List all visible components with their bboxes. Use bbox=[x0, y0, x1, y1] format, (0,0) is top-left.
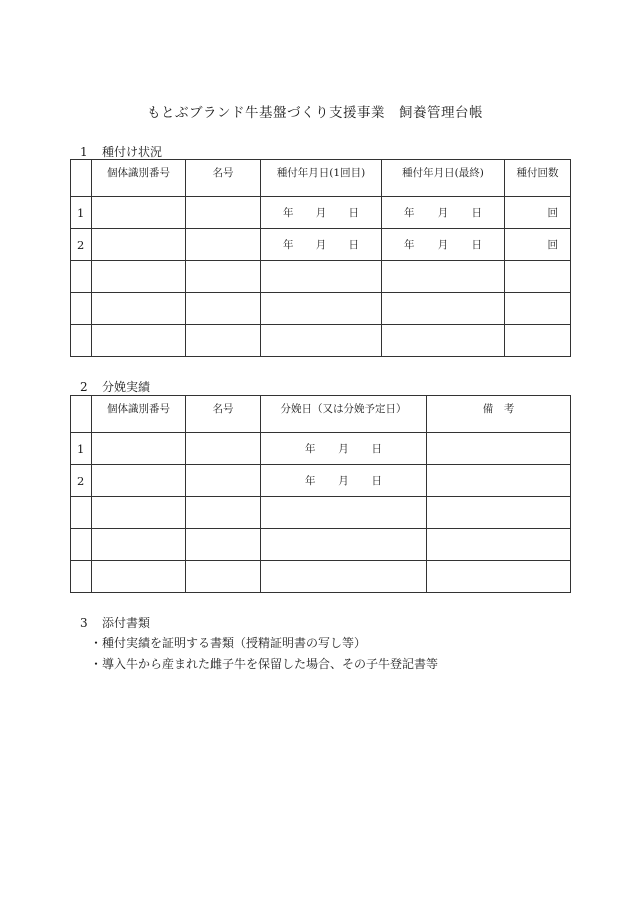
last-date-cell[interactable] bbox=[382, 197, 505, 229]
col-header-id: 個体識別番号 bbox=[92, 160, 186, 197]
last-date-cell[interactable] bbox=[382, 229, 505, 261]
breeding-status-table bbox=[70, 159, 571, 357]
name-cell[interactable] bbox=[186, 261, 261, 293]
section-1-heading bbox=[80, 143, 162, 160]
row-number: 1 bbox=[71, 433, 92, 465]
table-row bbox=[71, 229, 571, 261]
name-cell[interactable] bbox=[186, 529, 261, 561]
row-number: 2 bbox=[71, 229, 92, 261]
row-number bbox=[71, 325, 92, 357]
year-label: 年 bbox=[404, 207, 415, 219]
col-header-name: 名号 bbox=[186, 160, 261, 197]
section-1-number: 1 bbox=[80, 145, 88, 159]
row-number bbox=[71, 261, 92, 293]
section-1-title: 種付け状況 bbox=[102, 145, 163, 159]
calving-date-cell[interactable] bbox=[261, 465, 427, 497]
month-label: 月 bbox=[437, 239, 449, 251]
name-cell[interactable] bbox=[186, 325, 261, 357]
count-cell[interactable] bbox=[505, 293, 571, 325]
row-number: 1 bbox=[71, 197, 92, 229]
col-header-no bbox=[71, 160, 92, 197]
last-date-cell[interactable] bbox=[382, 325, 505, 357]
first-date-cell[interactable] bbox=[261, 197, 382, 229]
id-cell[interactable] bbox=[92, 325, 186, 357]
first-date-cell[interactable] bbox=[261, 325, 382, 357]
first-date-cell[interactable] bbox=[261, 229, 382, 261]
id-cell[interactable] bbox=[92, 293, 186, 325]
month-label: 月 bbox=[338, 443, 349, 455]
col-header-remarks: 備 考 bbox=[427, 396, 571, 433]
id-cell[interactable] bbox=[92, 465, 186, 497]
day-label: 日 bbox=[371, 443, 382, 455]
name-cell[interactable] bbox=[186, 497, 261, 529]
name-cell[interactable] bbox=[186, 293, 261, 325]
day-label: 日 bbox=[471, 239, 482, 251]
day-label: 日 bbox=[371, 475, 382, 487]
count-cell[interactable]: 回 bbox=[505, 229, 571, 261]
last-date-cell[interactable] bbox=[382, 293, 505, 325]
year-label: 年 bbox=[283, 239, 294, 251]
day-label: 日 bbox=[471, 207, 482, 219]
id-cell[interactable] bbox=[92, 497, 186, 529]
attachment-item: ・導入牛から産まれた雌子牛を保留した場合、その子牛登記書等 bbox=[90, 657, 439, 671]
table-row bbox=[71, 465, 571, 497]
table-row bbox=[71, 261, 571, 293]
month-label: 月 bbox=[315, 239, 327, 251]
count-cell[interactable] bbox=[505, 325, 571, 357]
id-cell[interactable] bbox=[92, 197, 186, 229]
table-header-row bbox=[71, 396, 571, 433]
month-label: 月 bbox=[437, 207, 449, 219]
last-date-cell[interactable] bbox=[382, 261, 505, 293]
row-number bbox=[71, 561, 92, 593]
table-row bbox=[71, 197, 571, 229]
section-3-title: 添付書類 bbox=[102, 616, 151, 630]
attachment-item: ・種付実績を証明する書類（授精証明書の写し等） bbox=[90, 636, 367, 650]
col-header-name: 名号 bbox=[186, 396, 261, 433]
name-cell[interactable] bbox=[186, 465, 261, 497]
month-label: 月 bbox=[338, 475, 349, 487]
day-label: 日 bbox=[348, 239, 359, 251]
row-number: 2 bbox=[71, 465, 92, 497]
id-cell[interactable] bbox=[92, 529, 186, 561]
calving-record-table bbox=[70, 395, 571, 593]
year-label: 年 bbox=[305, 443, 316, 455]
first-date-cell[interactable] bbox=[261, 261, 382, 293]
row-number bbox=[71, 497, 92, 529]
remarks-cell[interactable] bbox=[427, 433, 571, 465]
row-number bbox=[71, 293, 92, 325]
calving-date-cell[interactable] bbox=[261, 433, 427, 465]
remarks-cell[interactable] bbox=[427, 465, 571, 497]
col-header-last-date: 種付年月日(最終) bbox=[382, 160, 505, 197]
first-date-cell[interactable] bbox=[261, 293, 382, 325]
table-row bbox=[71, 293, 571, 325]
day-label: 日 bbox=[348, 207, 359, 219]
name-cell[interactable] bbox=[186, 197, 261, 229]
col-header-id: 個体識別番号 bbox=[92, 396, 186, 433]
calving-date-cell[interactable] bbox=[261, 529, 427, 561]
year-label: 年 bbox=[404, 239, 415, 251]
table-row bbox=[71, 433, 571, 465]
section-3-number: 3 bbox=[80, 616, 88, 630]
year-label: 年 bbox=[305, 475, 316, 487]
calving-date-cell[interactable] bbox=[261, 561, 427, 593]
name-cell[interactable] bbox=[186, 229, 261, 261]
id-cell[interactable] bbox=[92, 561, 186, 593]
id-cell[interactable] bbox=[92, 261, 186, 293]
month-label: 月 bbox=[315, 207, 327, 219]
calving-date-cell[interactable] bbox=[261, 497, 427, 529]
row-number bbox=[71, 529, 92, 561]
table-header-row bbox=[71, 160, 571, 197]
count-cell[interactable] bbox=[505, 261, 571, 293]
section-2-heading bbox=[80, 378, 150, 395]
name-cell[interactable] bbox=[186, 561, 261, 593]
table-row bbox=[71, 529, 571, 561]
col-header-count: 種付回数 bbox=[505, 160, 571, 197]
col-header-first-date: 種付年月日(1回目) bbox=[261, 160, 382, 197]
id-cell[interactable] bbox=[92, 433, 186, 465]
page-title: もとぶブランド牛基盤づくり支援事業 飼養管理台帳 bbox=[147, 105, 483, 121]
remarks-cell[interactable] bbox=[427, 529, 571, 561]
id-cell[interactable] bbox=[92, 229, 186, 261]
remarks-cell[interactable] bbox=[427, 497, 571, 529]
section-3-heading bbox=[80, 614, 150, 631]
year-label: 年 bbox=[283, 207, 294, 219]
remarks-cell[interactable] bbox=[427, 561, 571, 593]
table-row bbox=[71, 561, 571, 593]
section-2-title: 分娩実績 bbox=[102, 380, 151, 394]
section-2-number: 2 bbox=[80, 380, 88, 394]
table-row bbox=[71, 325, 571, 357]
name-cell[interactable] bbox=[186, 433, 261, 465]
col-header-calving-date: 分娩日（又は分娩予定日） bbox=[261, 396, 427, 433]
col-header-no bbox=[71, 396, 92, 433]
count-cell[interactable]: 回 bbox=[505, 197, 571, 229]
table-row bbox=[71, 497, 571, 529]
